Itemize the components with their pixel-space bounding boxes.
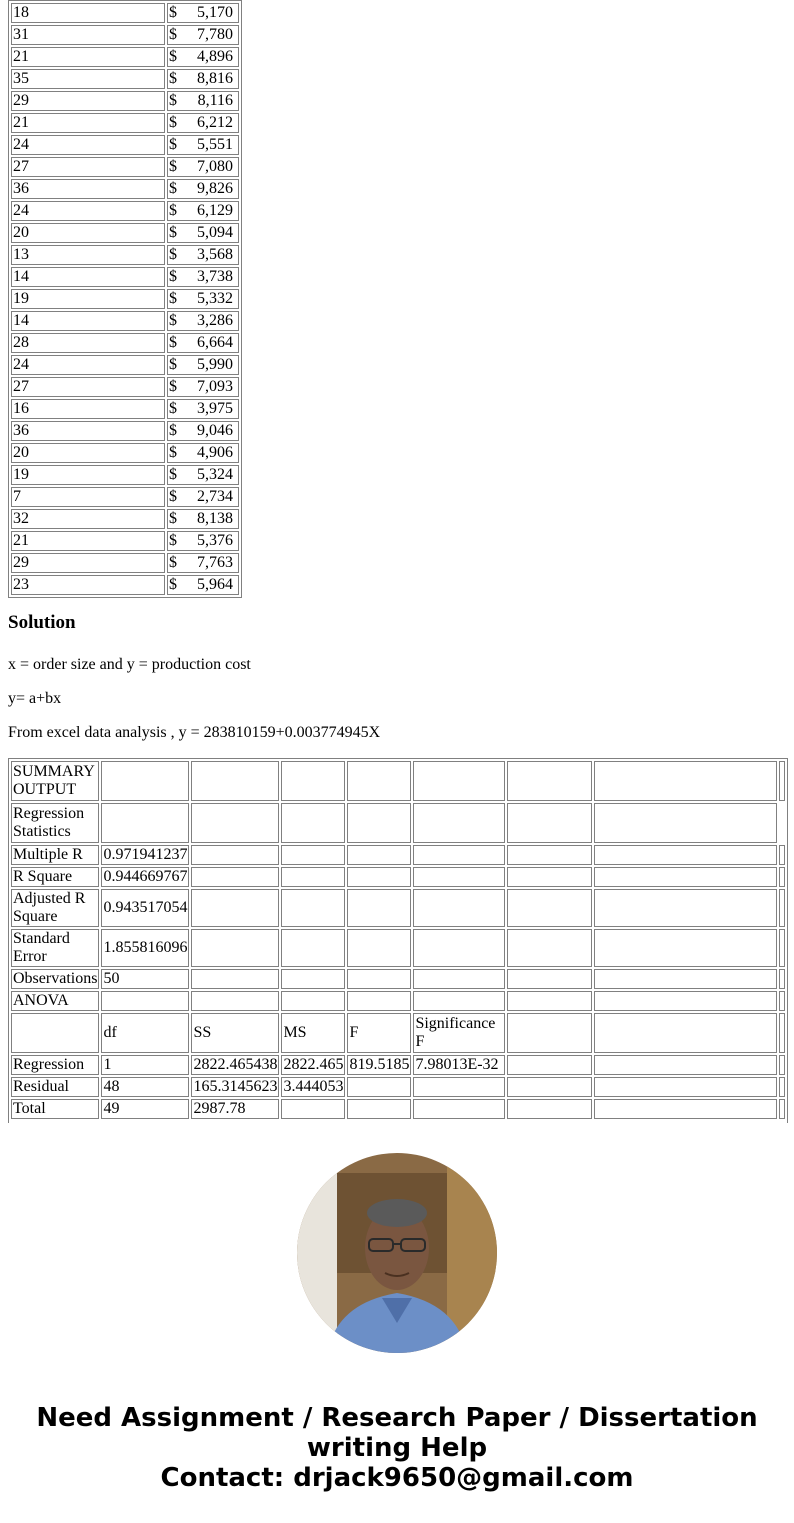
cost-cell bbox=[167, 465, 239, 485]
table-row bbox=[11, 201, 239, 221]
footer-line-2: writing Help bbox=[306, 1433, 488, 1463]
table-row bbox=[11, 245, 239, 265]
cost-value: 6,664 bbox=[197, 334, 233, 351]
currency-symbol: $ bbox=[169, 444, 177, 461]
table-row bbox=[11, 509, 239, 529]
table-row bbox=[11, 289, 239, 309]
order-size-cell: 31 bbox=[11, 25, 165, 45]
cost-cell bbox=[167, 509, 239, 529]
cost-value: 3,975 bbox=[197, 400, 233, 417]
cost-value: 2,734 bbox=[197, 488, 233, 505]
order-size-cell: 24 bbox=[11, 135, 165, 155]
anova-header-cell: df bbox=[101, 1013, 189, 1053]
cost-cell bbox=[167, 157, 239, 177]
anova-cell: 1 bbox=[101, 1055, 189, 1075]
table-row bbox=[11, 135, 239, 155]
cost-cell bbox=[167, 377, 239, 397]
order-size-cell: 35 bbox=[11, 69, 165, 89]
stat-label: Observations bbox=[13, 970, 98, 987]
cost-value: 6,129 bbox=[197, 202, 233, 219]
cost-value: 7,763 bbox=[197, 554, 233, 571]
currency-symbol: $ bbox=[169, 400, 177, 417]
currency-symbol: $ bbox=[169, 268, 177, 285]
anova-cell: 819.5185 bbox=[349, 1056, 410, 1073]
solution-heading: Solution bbox=[8, 612, 76, 633]
anova-cell: 7.98013E-32 bbox=[413, 1055, 505, 1075]
author-avatar bbox=[297, 1153, 497, 1353]
fitted-equation: From excel data analysis , y = 283810159+0.003774945X bbox=[8, 724, 381, 741]
cost-cell bbox=[167, 267, 239, 287]
cost-cell bbox=[167, 575, 239, 595]
regression-stat-row bbox=[11, 929, 785, 967]
currency-symbol: $ bbox=[169, 488, 177, 505]
anova-row bbox=[11, 1099, 785, 1119]
currency-symbol: $ bbox=[169, 290, 177, 307]
anova-cell: 3.444053 bbox=[283, 1078, 344, 1095]
currency-symbol: $ bbox=[169, 202, 177, 219]
stat-value: 1.855816096 bbox=[101, 929, 189, 967]
table-row bbox=[11, 465, 239, 485]
regression-output-container bbox=[8, 758, 788, 1123]
stat-value: 0.944669767 bbox=[103, 868, 188, 885]
table-row bbox=[11, 487, 239, 507]
cost-value: 8,138 bbox=[197, 510, 233, 527]
order-size-cell: 21 bbox=[11, 113, 165, 133]
anova-cell bbox=[281, 1099, 345, 1119]
stat-label: Standard Error bbox=[11, 929, 99, 967]
currency-symbol: $ bbox=[169, 4, 177, 21]
cost-cell bbox=[167, 399, 239, 419]
order-size-cell: 27 bbox=[11, 377, 165, 397]
anova-cell bbox=[413, 1099, 505, 1119]
table-row bbox=[11, 223, 239, 243]
footer-line-3: Contact: drjack9650@gmail.com bbox=[160, 1463, 634, 1493]
anova-header-cell: Significance F bbox=[413, 1013, 505, 1053]
currency-symbol: $ bbox=[169, 180, 177, 197]
table-row bbox=[11, 25, 239, 45]
table-row bbox=[11, 91, 239, 111]
anova-title-row bbox=[11, 991, 785, 1011]
order-cost-data-table bbox=[8, 0, 242, 598]
order-size-cell: 19 bbox=[11, 289, 165, 309]
anova-cell: Residual bbox=[11, 1077, 99, 1097]
currency-symbol: $ bbox=[169, 554, 177, 571]
order-size-cell: 27 bbox=[11, 157, 165, 177]
variable-definition: x = order size and y = production cost bbox=[8, 656, 251, 673]
currency-symbol: $ bbox=[169, 224, 177, 241]
order-size-cell: 20 bbox=[11, 223, 165, 243]
avatar-photo bbox=[297, 1153, 497, 1353]
anova-cell: 49 bbox=[101, 1099, 189, 1119]
table-row bbox=[11, 113, 239, 133]
currency-symbol: $ bbox=[169, 26, 177, 43]
regression-stat-row bbox=[11, 867, 785, 887]
cost-value: 6,212 bbox=[197, 114, 233, 131]
currency-symbol: $ bbox=[169, 136, 177, 153]
stat-value: 50 bbox=[101, 969, 189, 989]
footer-advert bbox=[0, 1403, 794, 1493]
cost-value: 5,551 bbox=[197, 136, 233, 153]
order-size-cell: 21 bbox=[11, 47, 165, 67]
table-row bbox=[11, 531, 239, 551]
cost-value: 7,780 bbox=[197, 26, 233, 43]
order-size-cell: 29 bbox=[11, 91, 165, 111]
anova-cell: 48 bbox=[101, 1077, 189, 1097]
reg-stats-row bbox=[11, 803, 785, 843]
anova-row bbox=[11, 1055, 785, 1075]
table-row bbox=[11, 575, 239, 595]
anova-row bbox=[11, 1077, 785, 1097]
anova-cell bbox=[413, 1077, 505, 1097]
stat-label: Multiple R bbox=[11, 845, 99, 865]
stat-label: Adjusted R Square bbox=[11, 889, 99, 927]
anova-cell: 165.3145623 bbox=[193, 1078, 278, 1095]
cost-value: 5,094 bbox=[197, 224, 233, 241]
currency-symbol: $ bbox=[169, 422, 177, 439]
cost-cell bbox=[167, 135, 239, 155]
cost-value: 5,324 bbox=[197, 466, 233, 483]
regression-stat-row bbox=[11, 845, 785, 865]
table-row bbox=[11, 157, 239, 177]
table-row bbox=[11, 355, 239, 375]
summary-title: SUMMARY OUTPUT bbox=[11, 761, 99, 801]
cost-value: 5,170 bbox=[197, 4, 233, 21]
cost-value: 4,906 bbox=[197, 444, 233, 461]
cost-cell bbox=[167, 201, 239, 221]
table-row bbox=[11, 47, 239, 67]
anova-header-cell: SS bbox=[191, 1013, 279, 1053]
order-size-cell: 20 bbox=[11, 443, 165, 463]
anova-header-row bbox=[11, 1013, 785, 1053]
cost-value: 4,896 bbox=[197, 48, 233, 65]
cost-cell bbox=[167, 443, 239, 463]
cost-value: 8,116 bbox=[197, 92, 233, 109]
cost-value: 5,964 bbox=[197, 576, 233, 593]
cost-cell bbox=[167, 245, 239, 265]
currency-symbol: $ bbox=[169, 158, 177, 175]
regression-output-table bbox=[9, 759, 787, 1121]
cost-cell bbox=[167, 91, 239, 111]
currency-symbol: $ bbox=[169, 466, 177, 483]
cost-value: 3,286 bbox=[197, 312, 233, 329]
anova-header-cell: F bbox=[347, 1013, 411, 1053]
summary-row bbox=[11, 761, 785, 801]
regression-stat-row bbox=[11, 969, 785, 989]
order-size-cell: 23 bbox=[11, 575, 165, 595]
table-row bbox=[11, 377, 239, 397]
cost-cell bbox=[167, 223, 239, 243]
order-size-cell: 28 bbox=[11, 333, 165, 353]
cost-value: 5,332 bbox=[197, 290, 233, 307]
anova-cell: Regression bbox=[11, 1055, 99, 1075]
order-size-cell: 19 bbox=[11, 465, 165, 485]
stat-value: 0.971941237 bbox=[103, 846, 188, 863]
cost-cell bbox=[167, 487, 239, 507]
anova-cell bbox=[347, 1077, 411, 1097]
anova-cell: 2987.78 bbox=[191, 1099, 279, 1119]
cost-value: 7,080 bbox=[197, 158, 233, 175]
cost-value: 9,046 bbox=[197, 422, 233, 439]
currency-symbol: $ bbox=[169, 356, 177, 373]
currency-symbol: $ bbox=[169, 246, 177, 263]
anova-title: ANOVA bbox=[11, 991, 99, 1011]
regression-stat-row bbox=[11, 889, 785, 927]
stat-label: R Square bbox=[11, 867, 99, 887]
footer-line-1: Need Assignment / Research Paper / Dissertation bbox=[36, 1403, 758, 1433]
order-size-cell: 18 bbox=[11, 3, 165, 23]
currency-symbol: $ bbox=[169, 510, 177, 527]
order-size-cell: 14 bbox=[11, 267, 165, 287]
cost-value: 8,816 bbox=[197, 70, 233, 87]
cost-cell bbox=[167, 355, 239, 375]
cost-cell bbox=[167, 179, 239, 199]
cost-value: 7,093 bbox=[197, 378, 233, 395]
cost-cell bbox=[167, 3, 239, 23]
cost-cell bbox=[167, 311, 239, 331]
table-row bbox=[11, 267, 239, 287]
table-row bbox=[11, 399, 239, 419]
table-row bbox=[11, 3, 239, 23]
cost-value: 3,738 bbox=[197, 268, 233, 285]
currency-symbol: $ bbox=[169, 312, 177, 329]
cost-cell bbox=[167, 421, 239, 441]
order-size-cell: 24 bbox=[11, 355, 165, 375]
order-size-cell: 24 bbox=[11, 201, 165, 221]
cost-cell bbox=[167, 531, 239, 551]
currency-symbol: $ bbox=[169, 576, 177, 593]
order-size-cell: 36 bbox=[11, 421, 165, 441]
cost-cell bbox=[167, 113, 239, 133]
anova-header-cell: MS bbox=[281, 1013, 345, 1053]
table-row bbox=[11, 69, 239, 89]
currency-symbol: $ bbox=[169, 70, 177, 87]
order-size-cell: 21 bbox=[11, 531, 165, 551]
table-row bbox=[11, 179, 239, 199]
stat-value: 0.943517054 bbox=[101, 889, 189, 927]
currency-symbol: $ bbox=[169, 532, 177, 549]
anova-cell: 2822.465438 bbox=[193, 1056, 278, 1073]
order-size-cell: 14 bbox=[11, 311, 165, 331]
table-row bbox=[11, 553, 239, 573]
cost-cell bbox=[167, 25, 239, 45]
order-size-cell: 16 bbox=[11, 399, 165, 419]
anova-cell: 2822.465 bbox=[283, 1056, 344, 1073]
table-row bbox=[11, 333, 239, 353]
model-equation: y= a+bx bbox=[8, 690, 62, 707]
order-size-cell: 32 bbox=[11, 509, 165, 529]
order-size-cell: 13 bbox=[11, 245, 165, 265]
table-row bbox=[11, 311, 239, 331]
order-size-cell: 7 bbox=[11, 487, 165, 507]
cost-cell bbox=[167, 553, 239, 573]
currency-symbol: $ bbox=[169, 334, 177, 351]
cost-value: 9,826 bbox=[197, 180, 233, 197]
table-row bbox=[11, 443, 239, 463]
anova-header-cell bbox=[11, 1013, 99, 1053]
cost-cell bbox=[167, 47, 239, 67]
anova-cell bbox=[347, 1099, 411, 1119]
order-size-cell: 36 bbox=[11, 179, 165, 199]
currency-symbol: $ bbox=[169, 114, 177, 131]
cost-cell bbox=[167, 333, 239, 353]
currency-symbol: $ bbox=[169, 378, 177, 395]
cost-cell bbox=[167, 289, 239, 309]
cost-cell bbox=[167, 69, 239, 89]
currency-symbol: $ bbox=[169, 48, 177, 65]
reg-stats-title: Regression Statistics bbox=[11, 803, 99, 843]
cost-value: 3,568 bbox=[197, 246, 233, 263]
cost-value: 5,376 bbox=[197, 532, 233, 549]
currency-symbol: $ bbox=[169, 92, 177, 109]
order-size-cell: 29 bbox=[11, 553, 165, 573]
anova-cell: Total bbox=[11, 1099, 99, 1119]
table-row bbox=[11, 421, 239, 441]
cost-value: 5,990 bbox=[197, 356, 233, 373]
